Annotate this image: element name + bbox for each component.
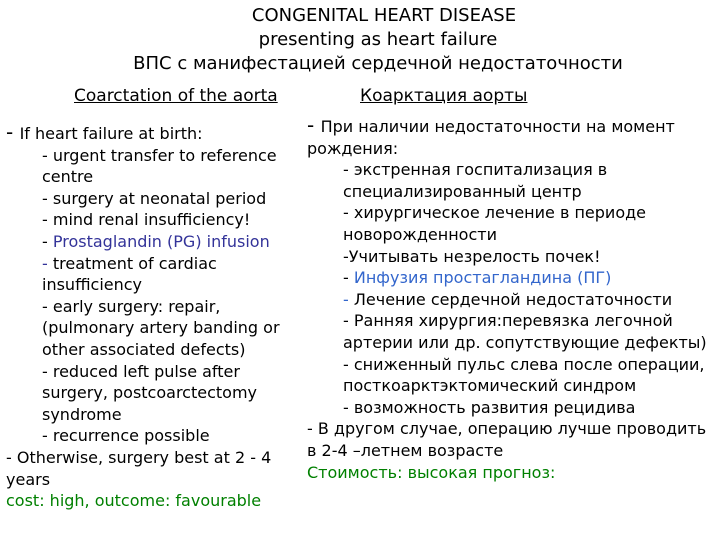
title-line-2: presenting as heart failure (258, 29, 498, 50)
right-item-cardiac-treatment: - Лечение сердечной недостаточности (343, 289, 673, 309)
right-column-heading: Коарктация аорты (360, 86, 528, 106)
right-item-recurrence: - возможность развития рецидива (343, 397, 636, 417)
left-item-cardiac-treatment: - treatment of cardiac insufficiency (42, 253, 217, 295)
right-item-prostaglandin: - Инфузия простагландина (ПГ) (343, 268, 612, 288)
left-intro: - If heart failure at birth: (6, 122, 203, 144)
left-item-renal: - mind renal insufficiency! (42, 210, 251, 230)
slide-title (0, 4, 720, 76)
left-column-heading: Coarctation of the aorta (74, 86, 278, 106)
right-cost-outcome: Стоимость: высокая прогноз: (307, 462, 556, 482)
left-column (6, 122, 300, 540)
right-item-neonatal-surgery: - хирургическое лечение в периоде новорожденности (343, 203, 647, 244)
right-item-hospitalization: - экстренная госпитализация в специализированный центр (343, 160, 608, 201)
left-item-transfer: - urgent transfer to reference centre (42, 145, 277, 187)
left-item-early-surgery: - early surgery: repair, (pulmonary artery banding or other associated defects) (42, 296, 280, 359)
title-line-1: CONGENITAL HEART DISEASE (251, 5, 517, 26)
title-line-3: ВПС с манифестацией сердечной недостаточности (133, 53, 623, 74)
right-intro: - При наличии недостаточности на момент рождения: (307, 115, 675, 158)
right-otherwise: - В другом случае, операцию лучше проводить в 2-4 –летнем возрасте (307, 419, 707, 460)
right-item-early-surgery: - Ранняя хирургия:перевязка легочной артерии или др. сопутствующие дефекты) (343, 311, 707, 352)
left-item-recurrence: - recurrence possible (42, 426, 210, 446)
right-item-reduced-pulse: - сниженный пульс слева после операции, посткоарктэктомический синдром (343, 354, 705, 396)
left-item-reduced-pulse: - reduced left pulse after surgery, postcoarctectomy syndrome (42, 361, 257, 424)
left-otherwise: - Otherwise, surgery best at 2 - 4 years (6, 447, 272, 489)
right-item-renal: -Учитывать незрелость почек! (343, 246, 601, 266)
left-item-neonatal-surgery: - surgery at neonatal period (42, 188, 267, 208)
right-column (307, 115, 717, 540)
left-item-prostaglandin: - Prostaglandin (PG) infusion (42, 231, 270, 251)
left-cost-outcome: cost: high, outcome: favourable (6, 491, 262, 511)
